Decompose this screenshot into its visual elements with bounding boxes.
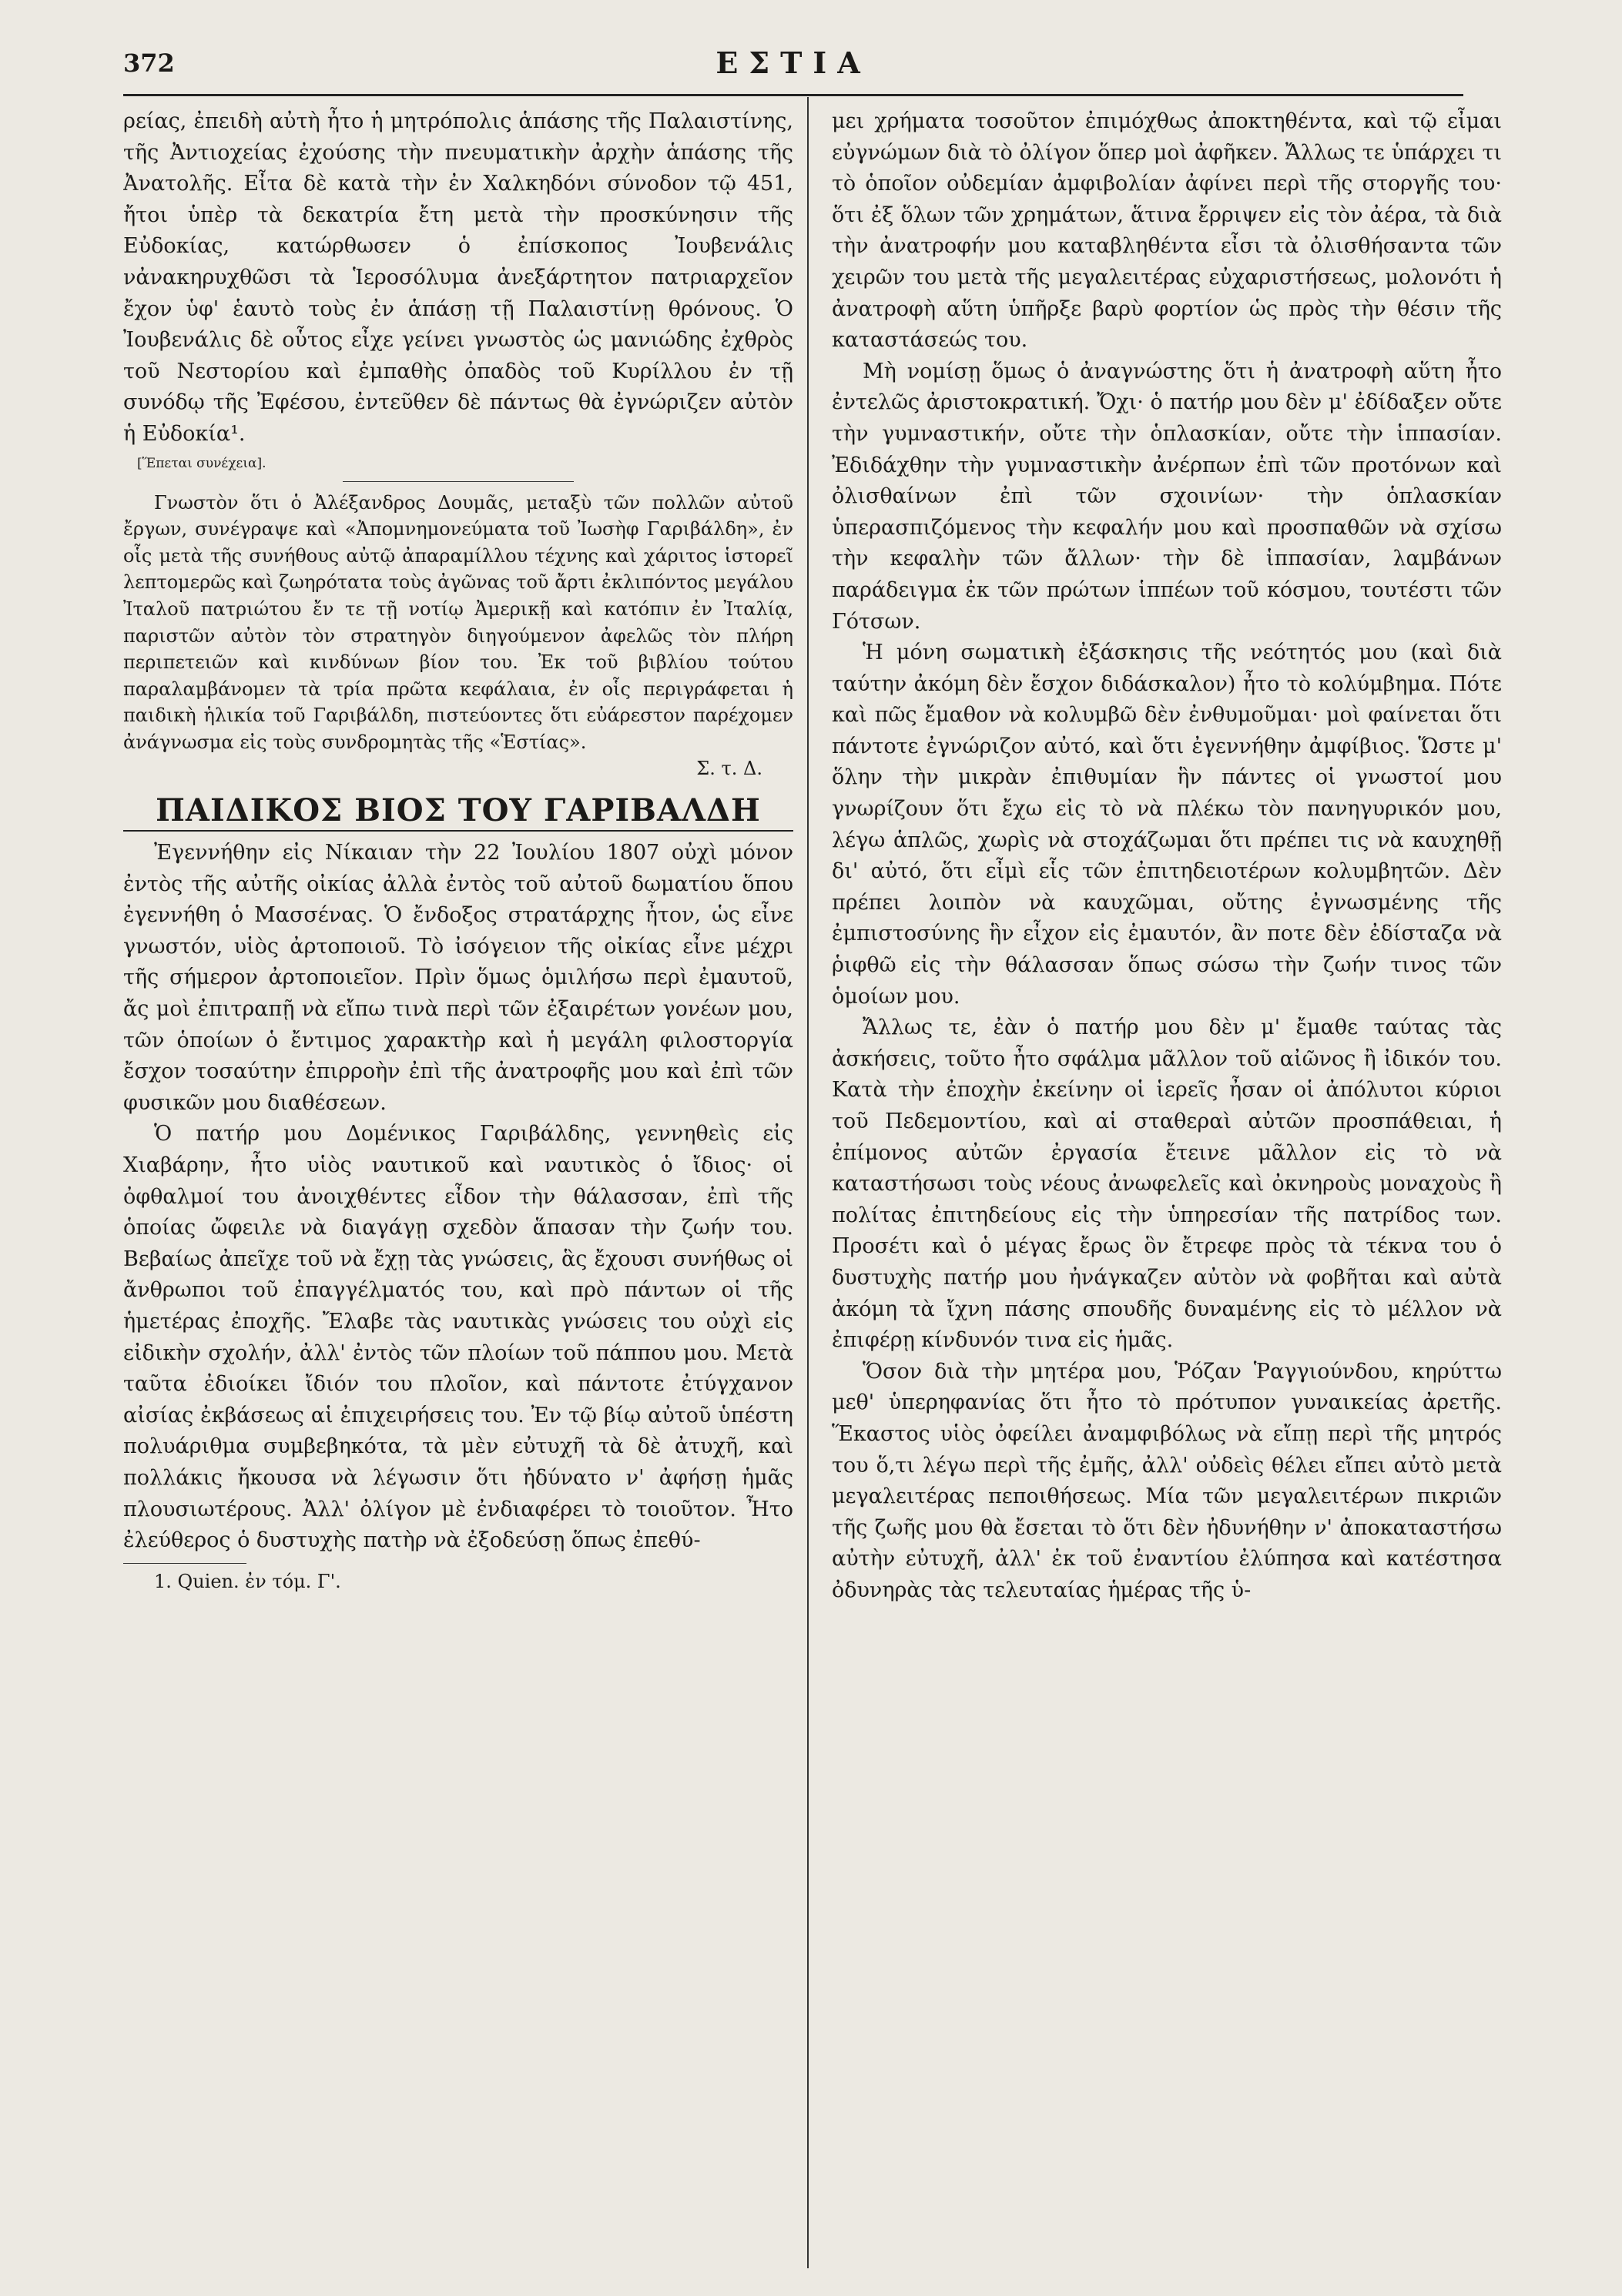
header-rule — [123, 94, 1463, 96]
editor-signature: Σ. τ. Δ. — [696, 758, 762, 780]
page-number: 372 — [123, 49, 175, 78]
column-divider — [807, 97, 809, 2268]
body-paragraph: Ὁ πατήρ μου Δομένικος Γαριβάλδης, γεννηθεὶς εἰς Χιαβάρην, ἦτο υἱὸς ναυτικοῦ καὶ ναυτικὸς ὁ ἴδιος· οἱ ὀφθαλμοί του ἀνοιχθέντες εἶδον τὴν θάλασσαν, ἐπὶ τῆς ὁποίας ὤφειλε νὰ διαγάγῃ σχεδὸν ἅπασαν τὴν ζωήν του. Βεβαίως ἀπεῖχε τοῦ νὰ ἔχῃ τὰς γνώσεις, ἃς ἔχουσι συνήθως οἱ ἄνθρωποι τοῦ ἐπαγγέλματός του, καὶ πρὸ πάντων οἱ τῆς ἡμετέρας ἐποχῆς. Ἔλαβε τὰς ναυτικὰς γνώσεις του οὐχὶ εἰς εἰδικὴν σχολήν, ἀλλ' ἐντὸς τῶν πλοίων τοῦ πάππου μου. Μετὰ ταῦτα ἐδιοίκει ἴδιόν του πλοῖον, καὶ πάντοτε ἐτύγχανον αἰσίας ἐκβάσεως αἱ ἐπιχειρήσεις του. Ἐν τῷ βίῳ αὐτοῦ ὑπέστη πολυάριθμα συμβεβηκότα, τὰ μὲν εὐτυχῆ τὰ δὲ ἀτυχῆ, καὶ πολλάκις ἤκουσα νὰ λέγωσιν ὅτι ἠδύνατο ν' ἀφήσῃ ἡμᾶς πλουσιωτέρους. Ἀλλ' ὀλίγον μὲ ἐνδιαφέρει τὸ τοιοῦτον. Ἦτο ἐλεύθερος ὁ δυστυχὴς πατὴρ νὰ ἐξοδεύσῃ ὅπως ἐπεθύ- — [123, 1122, 793, 1553]
right-column — [832, 106, 1502, 2262]
article-heading: ΠΑΙΔΙΚΟΣ ΒΙΟΣ ΤΟΥ ΓΑΡΙΒΑΛΔΗ — [123, 795, 793, 832]
footnote-rule — [123, 1563, 246, 1564]
body-paragraph: μει χρήματα τοσοῦτον ἐπιμόχθως ἀποκτηθέντα, καὶ τῷ εἶμαι εὐγνώμων διὰ τὸ ὀλίγον ὅπερ μοὶ ἀφῆκεν. Ἄλλως τε ὑπάρχει τι τὸ ὁποῖον οὐδεμίαν ἀμφιβολίαν ἀφίνει περὶ τῆς στοργῆς του· ὅτι ἐξ ὅλων τῶν χρημάτων, ἅτινα ἔρριψεν εἰς τὸν ἀέρα, τὰ διὰ τὴν ἀνατροφήν μου καταβληθέντα εἶσι τὰ ὀλισθήσαντα τῶν χειρῶν του μετὰ τῆς μεγαλειτέρας εὐχαριστήσεως, μολονότι ἡ ἀνατροφὴ αὕτη ὑπῆρξε βαρὺ φορτίον ὡς πρὸς τὴν θέσιν τῆς καταστάσεώς του. — [832, 109, 1502, 353]
body-paragraph: Ὅσον διὰ τὴν μητέρα μου, Ῥόζαν Ῥαγγιούνδου, κηρύττω μεθ' ὑπερηφανίας ὅτι ἦτο τὸ πρότυπον γυναικείας ἀρετῆς. Ἕκαστος υἱὸς ὀφείλει ἀναμφιβόλως νὰ εἴπῃ περὶ τῆς μητρός του ὅ,τι λέγω περὶ τῆς ἐμῆς, ἀλλ' οὐδεὶς θέλει εἴπει αὐτὸ μετὰ μεγαλειτέρας πεποιθήσεως. Μία τῶν μεγαλειτέρων πικριῶν τῆς ζωῆς μου θὰ ἔσεται τὸ ὅτι δὲν ἠδυνήθην ν' ἀποκαταστήσω αὐτὴν εὐτυχῆ, ἀλλ' ἐκ τοῦ ἐναντίου ἐλύπησα καὶ κατέστησα ὀδυνηρὰς τὰς τελευταίας ἡμέρας τῆς ὑ- — [832, 1359, 1502, 1602]
journal-title: ΕΣΤΙΑ — [715, 45, 871, 80]
section-separator — [343, 481, 574, 482]
body-paragraph: Μὴ νομίσῃ ὅμως ὁ ἀναγνώστης ὅτι ἡ ἀνατροφὴ αὕτη ἦτο ἐντελῶς ἀριστοκρατική. Ὄχι· ὁ πατήρ μου δὲν μ' ἐδίδαξεν οὔτε τὴν γυμναστικήν, οὔτε τὴν ὁπλασκίαν, οὔτε τὴν ἱππασίαν. Ἐδιδάχθην τὴν γυμναστικὴν ἀνέρπων ἐπὶ τῶν προτόνων καὶ ὀλισθαίνων ἐπὶ τῶν σχοινίων· τὴν ὁπλασκίαν ὑπερασπιζόμενος τὴν κεφαλήν μου καὶ προσπαθῶν νὰ σχίσω τὴν κεφαλὴν τῶν ἄλλων· τὴν δὲ ἱππασίαν, λαμβάνων παράδειγμα ἐκ τῶν πρώτων ἱππέων τοῦ κόσμου, τουτέστι τῶν Γότσων. — [832, 359, 1502, 634]
footnote: 1. Quien. ἐν τόμ. Γ'. — [154, 1570, 341, 1592]
article-continuation-paragraph: ρείας, ἐπειδὴ αὐτὴ ἦτο ἡ μητρόπολις ἁπάσης τῆς Παλαιστίνης, τῆς Ἀντιοχείας ἐχούσης τὴν πνευματικὴν ἀρχὴν ἁπάσης τῆς Ἀνατολῆς. Εἶτα δὲ κατὰ τὴν ἐν Χαλκηδόνι σύνοδον τῷ 451, ἤτοι ὑπὲρ τὰ δεκατρία ἔτη μετὰ τὴν προσκύνησιν τῆς Εὐδοκίας, κατώρθωσεν ὁ ἐπίσκοπος Ἰουβενάλις νἀνακηρυχθῶσι τὰ Ἱεροσόλυμα ἀνεξάρτητον πατριαρχεῖον ἔχον ὑφ' ἑαυτὸ τοὺς ἐν ἁπάσῃ τῇ Παλαιστίνῃ θρόνους. Ὁ Ἰουβενάλις δὲ οὗτος εἶχε γείνει γνωστὸς ὡς μανιώδης ἐχθρὸς τοῦ Νεστορίου καὶ ἐμπαθὴς ὀπαδὸς τοῦ Κυρίλλου ἐν τῇ συνόδῳ τῆς Ἐφέσου, ἐντεῦθεν δὲ πάντως θὰ ἐγνώριζεν αὐτὸν ἡ Εὐδοκία¹. — [123, 109, 793, 446]
body-paragraph: Ἐγεννήθην εἰς Νίκαιαν τὴν 22 Ἰουλίου 1807 οὐχὶ μόνον ἐντὸς τῆς αὐτῆς οἰκίας ἀλλὰ ἐντὸς τοῦ αὐτοῦ δωματίου ὅπου ἐγεννήθη ὁ Μασσένας. Ὁ ἔνδοξος στρατάρχης ἦτον, ὡς εἶνε γνωστόν, υἱὸς ἀρτοποιοῦ. Τὸ ἰσόγειον τῆς οἰκίας εἶνε μέχρι τῆς σήμερον ἀρτοποιεῖον. Πρὶν ὅμως ὁμιλήσω περὶ ἐμαυτοῦ, ἄς μοὶ ἐπιτραπῇ νὰ εἴπω τινὰ περὶ τῶν ἐξαιρέτων γονέων μου, τῶν ὁποίων ὁ ἔντιμος χαρακτὴρ καὶ ἡ μεγάλη φιλοστοργία ἔσχον τοσαύτην ἐπιρροὴν ἐπὶ τῆς ἀνατροφῆς μου καὶ ἐπὶ τῶν φυσικῶν μου διαθέσεων. — [123, 841, 793, 1115]
body-paragraph: Ἡ μόνη σωματικὴ ἐξάσκησις τῆς νεότητός μου (καὶ διὰ ταύτην ἀκόμη δὲν ἔσχον διδάσκαλον) ἦτο τὸ κολύμβημα. Πότε καὶ πῶς ἔμαθον νὰ κολυμβῶ δὲν ἐνθυμοῦμαι· μοὶ φαίνεται ὅτι πάντοτε ἐγνώριζον αὐτό, καὶ ὅτι ἐγεννήθην ἀμφίβιος. Ὥστε μ' ὅλην τὴν μικρὰν ἐπιθυμίαν ἣν πάντες οἱ γνωστοί μου γνωρίζουν ὅτι ἔχω εἰς τὸ νὰ πλέκω τὸν πανηγυρικόν μου, λέγω ἁπλῶς, χωρὶς νὰ στοχάζωμαι ὅτι πρέπει τις νὰ καυχηθῇ δι' αὐτό, ὅτι εἶμὶ εἷς τῶν ἐπιτηδειοτέρων κολυμβητῶν. Δὲν πρέπει λοιπὸν νὰ καυχῶμαι, οὔτης ἐγνωσμένης τῆς ἐμπιστοσύνης ἣν εἶχον εἰς ἐμαυτόν, ἂν ποτε δὲν ἐδίσταζα νὰ ῥιφθῶ εἰς τὴν θάλασσαν ὅπως σώσω τὴν ζωήν τινος τῶν ὁμοίων μου. — [832, 641, 1502, 1009]
continuation-note: [Ἕπεται συνέχεια]. — [137, 455, 266, 471]
left-column — [123, 106, 793, 2262]
body-paragraph: Ἄλλως τε, ἐὰν ὁ πατήρ μου δὲν μ' ἔμαθε ταύτας τὰς ἀσκήσεις, τοῦτο ἦτο σφάλμα μᾶλλον τοῦ αἰῶνος ἢ ἰδικόν του. Κατὰ τὴν ἐποχὴν ἐκείνην οἱ ἱερεῖς ἦσαν οἱ ἀπόλυτοι κύριοι τοῦ Πεδεμοντίου, καὶ αἱ σταθεραὶ αὐτῶν προσπάθειαι, ἡ ἐπίμονος αὐτῶν ἐργασία ἔτεινε μᾶλλον εἰς τὸ νὰ καταστήσωσι τοὺς νέους ἀνωφελεῖς καὶ ὀκνηροὺς μοναχοὺς ἢ πολίτας ἐπιτηδείους εἰς τὴν ὑπηρεσίαν τῆς πατρίδος των. Προσέτι καὶ ὁ μέγας ἔρως ὃν ἔτρεφε πρὸς τὰ τέκνα του ὁ δυστυχὴς πατήρ μου ἠνάγκαζεν αὐτὸν νὰ φοβῆται καὶ αὐτὰ ἀκόμη τὰ ἴχνη πάσης σπουδῆς δυναμένης εἰς τὸ μέλλον νὰ ἐπιφέρῃ κίνδυνόν τινα εἰς ἡμᾶς. — [832, 1016, 1502, 1353]
editor-introduction: Γνωστὸν ὅτι ὁ Ἀλέξανδρος Δουμᾶς, μεταξὺ τῶν πολλῶν αὐτοῦ ἔργων, συνέγραψε καὶ «Ἀπομνημονεύματα τοῦ Ἰωσὴφ Γαριβάλδη», ἐν οἷς μετὰ τῆς συνήθους αὐτῷ ἀπαραμίλλου τέχνης καὶ χάριτος ἱστορεῖ λεπτομερῶς καὶ ζωηρότατα τοὺς ἀγῶνας τοῦ ἄρτι ἐκλιπόντος μεγάλου Ἰταλοῦ πατριώτου ἔν τε τῇ νοτίῳ Ἀμερικῇ καὶ κατόπιν ἐν Ἰταλίᾳ, παριστῶν αὐτὸν τὸν στρατηγὸν διηγούμενον ἀφελῶς τὸν πλήρη περιπετειῶν καὶ κινδύνων βίον του. Ἐκ τοῦ βιβλίου τούτου παραλαμβάνομεν τὰ τρία πρῶτα κεφάλαια, ἐν οἷς περιγράφεται ἡ παιδικὴ ἡλικία τοῦ Γαριβάλδη, πιστεύοντες ὅτι εὐάρεστον παρέχομεν ἀνάγνωσμα εἰς τοὺς συνδρομητὰς τῆς «Ἑστίας». — [123, 491, 793, 753]
page-header — [123, 42, 1463, 89]
